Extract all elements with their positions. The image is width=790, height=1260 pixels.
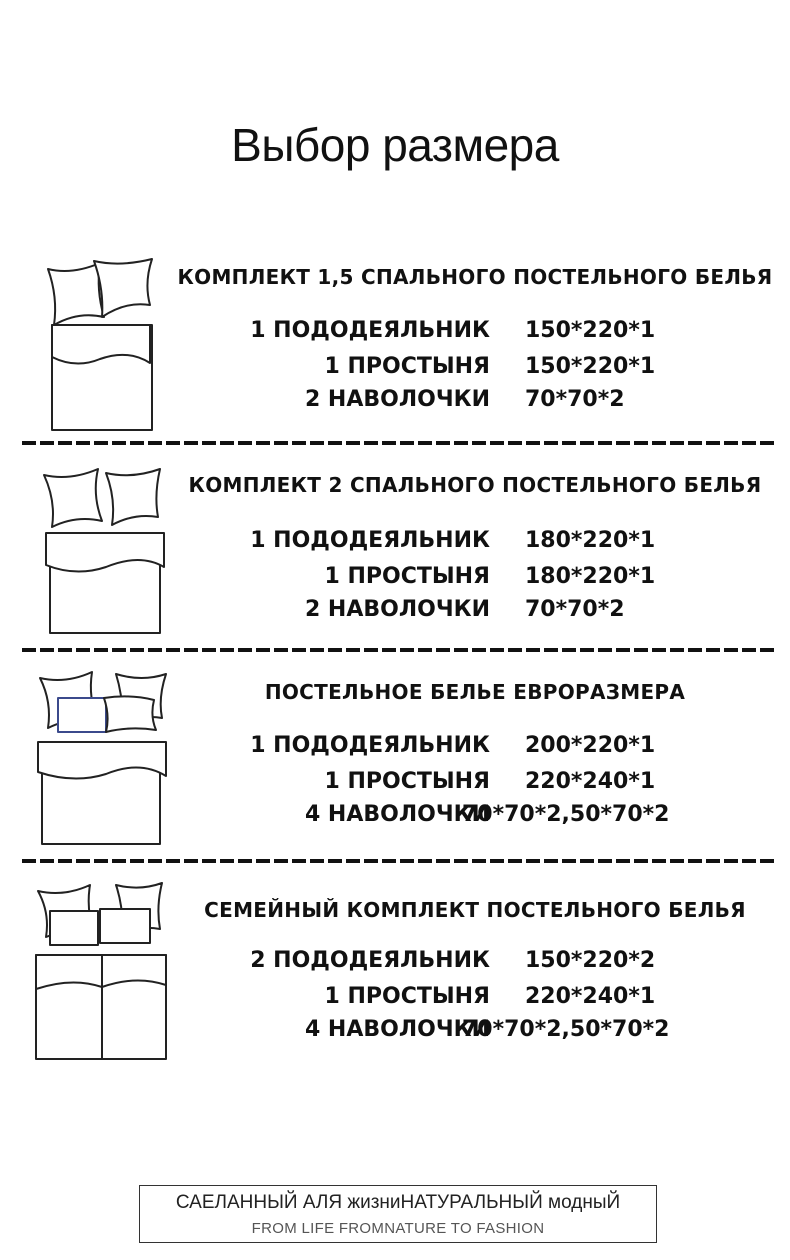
item-name: 2 НАВОЛОЧКИ: [304, 597, 490, 622]
item-name: 1 ПОДОДЕЯЛЬНИК: [250, 528, 490, 553]
item-row: [0, 948, 790, 978]
item-name: 4 НАВОЛОЧКИ: [304, 1017, 490, 1042]
item-row: [0, 354, 790, 384]
item-size: 70*70*2: [525, 597, 625, 622]
item-size: 150*220*1: [525, 354, 656, 379]
item-name: 1 ПРОСТЫНЯ: [324, 769, 490, 794]
dashed-divider: [22, 647, 778, 653]
size-section-family: [0, 875, 790, 1075]
section-heading: КОМПЛЕКТ 1,5 СПАЛЬНОГО ПОСТЕЛЬНОГО БЕЛЬЯ: [177, 265, 773, 289]
item-row: [0, 769, 790, 799]
size-section-single: [0, 245, 790, 445]
item-row: [0, 318, 790, 348]
item-row: [0, 564, 790, 594]
section-heading: ПОСТЕЛЬНОЕ БЕЛЬЕ ЕВРОРАЗМЕРА: [264, 680, 686, 704]
item-row: [0, 597, 790, 627]
item-name: 1 ПОДОДЕЯЛЬНИК: [250, 733, 490, 758]
dashed-divider: [22, 858, 778, 864]
item-row: [0, 528, 790, 558]
item-row: [0, 733, 790, 763]
brand-footer-box: [139, 1185, 657, 1243]
item-name: 1 ПОДОДЕЯЛЬНИК: [250, 318, 490, 343]
size-section-euro: [0, 660, 790, 860]
page-title: Выбор размера: [231, 119, 559, 171]
item-size: 70*70*2: [525, 387, 625, 412]
item-name: 2 ПОДОДЕЯЛЬНИК: [250, 948, 490, 973]
item-size: 200*220*1: [525, 733, 656, 758]
item-row: [0, 1017, 790, 1047]
item-size: 70*70*2,50*70*2: [462, 1017, 670, 1042]
item-size: 220*240*1: [525, 769, 656, 794]
footer-slogan-en: FROM LIFE FROMNATURE TO FASHION: [251, 1220, 545, 1237]
size-section-double: [0, 455, 790, 655]
item-size: 70*70*2,50*70*2: [462, 802, 670, 827]
item-name: 1 ПРОСТЫНЯ: [324, 984, 490, 1009]
item-row: [0, 984, 790, 1014]
item-name: 2 НАВОЛОЧКИ: [304, 387, 490, 412]
item-name: 1 ПРОСТЫНЯ: [324, 354, 490, 379]
item-size: 180*220*1: [525, 528, 656, 553]
section-heading: СЕМЕЙНЫЙ КОМПЛЕКТ ПОСТЕЛЬНОГО БЕЛЬЯ: [204, 898, 746, 922]
section-heading: КОМПЛЕКТ 2 СПАЛЬНОГО ПОСТЕЛЬНОГО БЕЛЬЯ: [188, 473, 762, 497]
item-name: 1 ПРОСТЫНЯ: [324, 564, 490, 589]
item-row: [0, 802, 790, 832]
item-size: 150*220*1: [525, 318, 656, 343]
item-row: [0, 387, 790, 417]
footer-slogan-ru: САЕЛАННЫЙ АЛЯ жизниНАТУРАЛЬНЫЙ модныЙ: [175, 1192, 621, 1213]
item-size: 150*220*2: [525, 948, 656, 973]
item-size: 180*220*1: [525, 564, 656, 589]
item-size: 220*240*1: [525, 984, 656, 1009]
item-name: 4 НАВОЛОЧКИ: [304, 802, 490, 827]
dashed-divider: [22, 440, 778, 446]
